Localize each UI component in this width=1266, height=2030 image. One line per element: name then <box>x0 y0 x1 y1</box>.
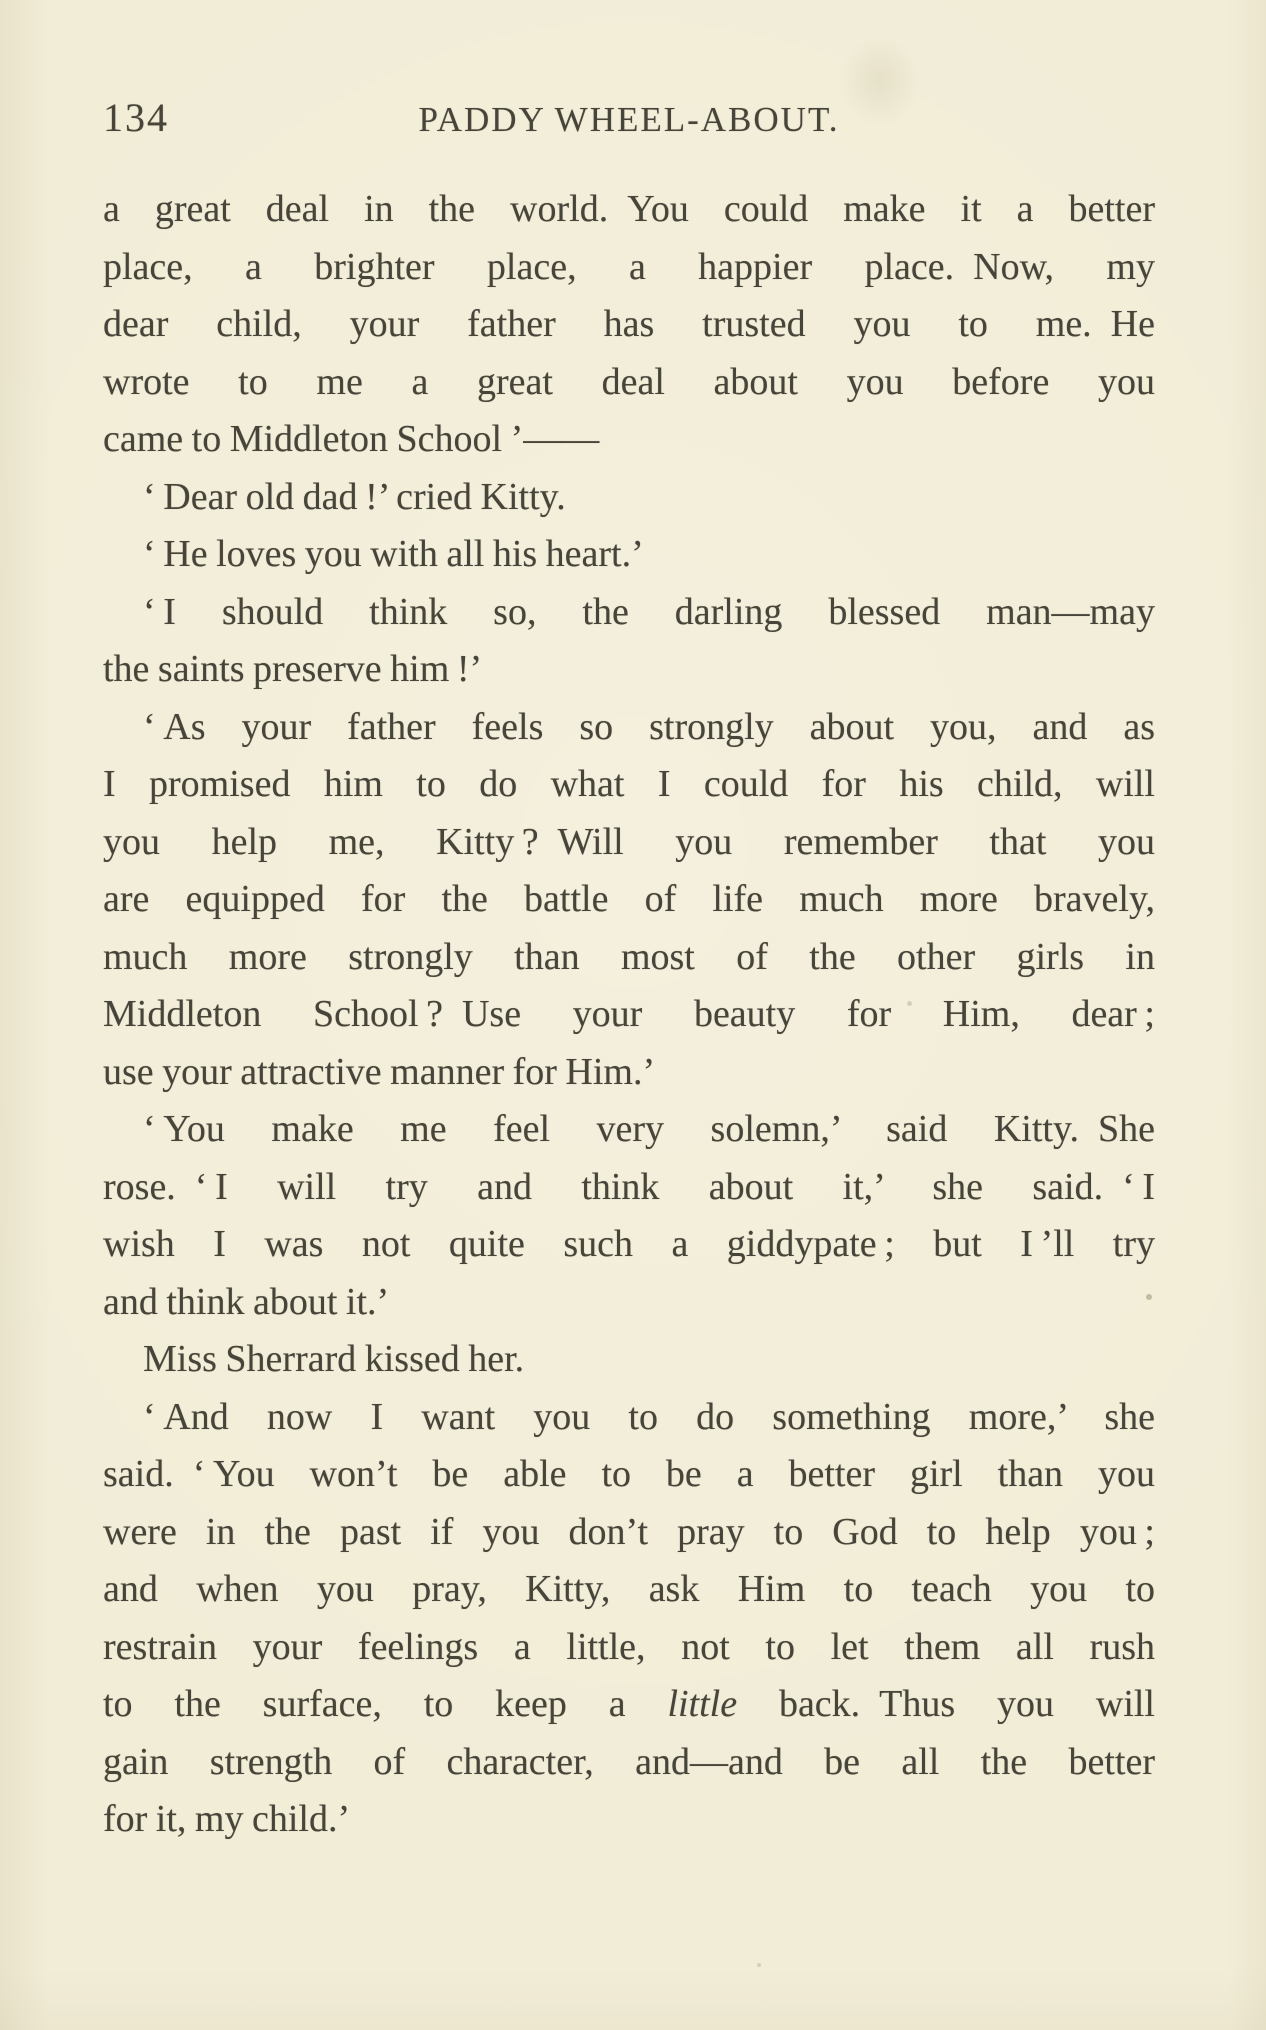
text-line <box>103 986 1155 1044</box>
text-line <box>103 699 1155 757</box>
text-segment: ‘ He loves you with all his heart.’ <box>143 533 644 575</box>
text-line <box>103 411 1155 469</box>
text-line <box>103 1274 1155 1332</box>
text-line <box>103 1446 1155 1504</box>
text-line <box>103 1044 1155 1102</box>
text-segment: place, a brighter place, a happier place. Now, my <box>103 245 1155 288</box>
text-segment: back. Thus you will <box>737 1683 1155 1725</box>
text-segment: ‘ And now I want you to do something more,’ she <box>143 1395 1155 1438</box>
text-line <box>103 469 1155 527</box>
text-segment: much more strongly than most of the other girls in <box>103 935 1155 978</box>
text-segment: rose. ‘ I will try and think about it,’ she said. ‘ I <box>103 1165 1155 1208</box>
text-segment: dear child, your father has trusted you to me. He <box>103 303 1155 345</box>
page-header <box>103 96 1155 142</box>
italic-text: little <box>667 1683 738 1725</box>
text-segment: the saints preserve him !’ <box>103 648 483 690</box>
page-text <box>103 181 1155 1849</box>
text-segment: ‘ I should think so, the darling blessed man—may <box>143 590 1155 633</box>
text-line <box>103 1504 1155 1562</box>
text-segment: were in the past if you don’t pray to God to help you ; <box>103 1510 1155 1553</box>
text-line <box>103 584 1155 642</box>
text-segment: for it, my child.’ <box>103 1798 351 1840</box>
text-segment: are equipped for the battle of life much more bravely, <box>103 878 1155 920</box>
text-line <box>103 1676 1155 1734</box>
text-segment: Miss Sherrard kissed her. <box>143 1338 525 1380</box>
text-line <box>103 1791 1155 1849</box>
text-segment: ‘ You make me feel very solemn,’ said Kitty. She <box>143 1108 1155 1150</box>
text-line <box>103 641 1155 699</box>
text-segment: a great deal in the world. You could make it a better <box>103 188 1155 230</box>
text-line <box>103 1216 1155 1274</box>
text-line <box>103 1561 1155 1619</box>
text-line <box>103 239 1155 297</box>
text-segment: I promised him to do what I could for his child, will <box>103 763 1155 805</box>
text-segment: you help me, Kitty ? Will you remember that you <box>103 820 1155 863</box>
text-segment: wish I was not quite such a giddypate ; but I ’ll try <box>103 1223 1155 1265</box>
text-line <box>103 1734 1155 1792</box>
text-segment: and when you pray, Kitty, ask Him to teach you to <box>103 1568 1155 1610</box>
text-segment: came to Middleton School ’—— <box>103 418 600 460</box>
text-segment: restrain your feelings a little, not to let them all rush <box>103 1625 1155 1668</box>
text-segment: ‘ As your father feels so strongly about you, and as <box>143 705 1155 748</box>
text-line <box>103 814 1155 872</box>
text-line <box>103 756 1155 814</box>
text-line <box>103 1101 1155 1159</box>
text-line <box>103 1389 1155 1447</box>
text-segment: use your attractive manner for Him.’ <box>103 1050 656 1093</box>
text-line <box>103 1619 1155 1677</box>
text-line <box>103 354 1155 412</box>
text-segment: wrote to me a great deal about you before you <box>103 360 1155 403</box>
text-line <box>103 181 1155 239</box>
text-segment: ‘ Dear old dad !’ cried Kitty. <box>143 475 566 518</box>
text-segment: gain strength of character, and—and be all the better <box>103 1740 1155 1783</box>
running-title: PADDY WHEEL-ABOUT. <box>418 100 840 139</box>
paper-speck <box>1146 1294 1152 1300</box>
page-number: 134 <box>103 95 169 140</box>
text-line <box>103 871 1155 929</box>
text-segment: to the surface, to keep a <box>103 1683 668 1725</box>
text-segment: and think about it.’ <box>103 1280 390 1323</box>
text-line <box>103 1159 1155 1217</box>
text-line <box>103 526 1155 584</box>
paper-speck <box>907 1001 912 1006</box>
text-line <box>103 1331 1155 1389</box>
text-line <box>103 929 1155 987</box>
paper-speck <box>757 1963 761 1967</box>
text-line <box>103 296 1155 354</box>
text-segment: said. ‘ You won’t be able to be a better girl than you <box>103 1453 1155 1495</box>
text-segment: Middleton School ? Use your beauty for Him, dear ; <box>103 993 1155 1035</box>
